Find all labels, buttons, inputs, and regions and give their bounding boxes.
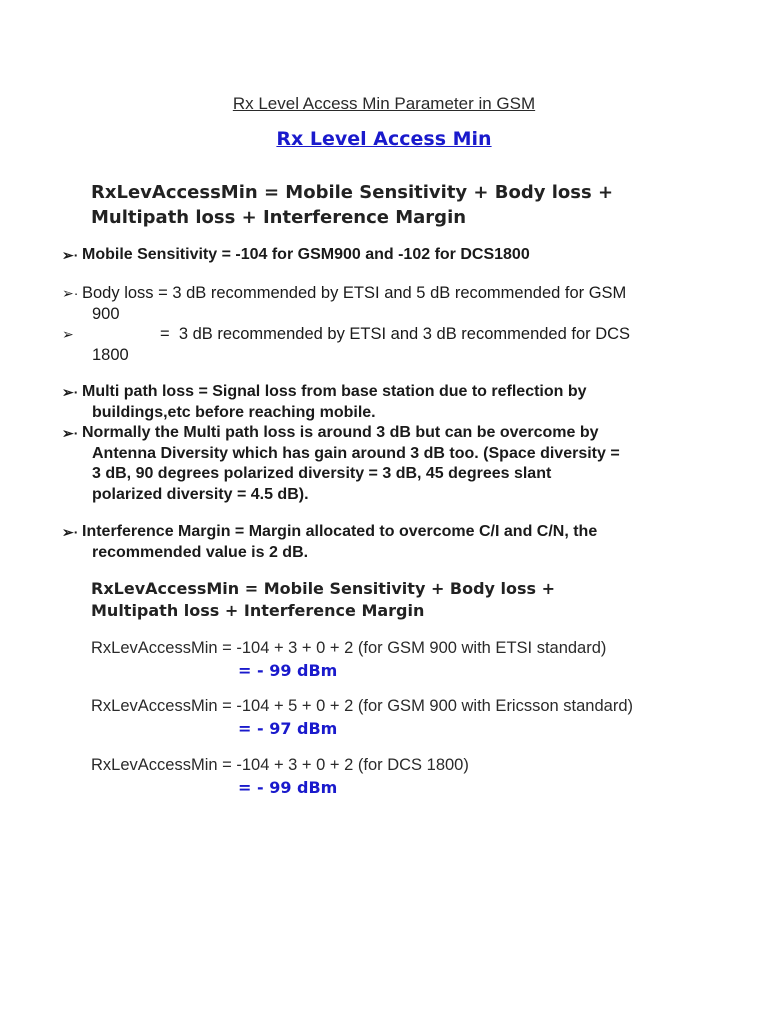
result-dcs: = - 99 dBm <box>238 778 338 797</box>
bullet-line: 900 <box>92 304 120 323</box>
arrow-bullet-icon: ➢· <box>62 384 79 400</box>
bullet-line: Normally the Multi path loss is around 3 dB but can be overcome by <box>82 424 599 441</box>
calculation-gsm-ericsson: RxLevAccessMin = -104 + 5 + 0 + 2 (for GSM 900 with Ericsson standard) <box>91 697 633 715</box>
main-formula <box>91 180 731 230</box>
bullet-text <box>82 283 742 324</box>
result-gsm-ericsson: = - 97 dBm <box>238 719 338 738</box>
page-title: Rx Level Access Min Parameter in GSM <box>232 94 536 113</box>
bullet-line: polarized diversity = 4.5 dB). <box>92 485 309 503</box>
bullet-line: 3 dB, 90 degrees polarized diversity = 3 dB, 45 degrees slant <box>92 465 552 482</box>
bullet-line: 1800 <box>92 345 129 364</box>
bullet-body-loss-etsi-gsm <box>62 283 742 324</box>
arrow-bullet-icon: ➢· <box>62 425 79 441</box>
bullet-line: Antenna Diversity which has gain around 3 dB too. (Space diversity = <box>92 444 620 462</box>
bullet-text <box>82 423 742 505</box>
bullet-body-loss-etsi-dcs <box>62 324 742 365</box>
calculation-dcs: RxLevAccessMin = -104 + 3 + 0 + 2 (for DCS 1800) <box>91 756 469 774</box>
bullet-text: Mobile Sensitivity = -104 for GSM900 and -102 for DCS1800 <box>82 246 530 263</box>
arrow-bullet-icon: ➢· <box>62 247 79 263</box>
formula-line-2: Multipath loss + Interference Margin <box>91 601 425 620</box>
bullet-line: Interference Margin = Margin allocated to overcome C/I and C/N, the <box>82 523 598 540</box>
bullet-text <box>82 522 742 563</box>
formula-line-1: RxLevAccessMin = Mobile Sensitivity + Body loss + <box>91 579 556 598</box>
bullet-mobile-sensitivity <box>62 245 742 266</box>
arrow-bullet-icon: ➢· <box>62 524 79 540</box>
bullet-line: Body loss = 3 dB recommended by ETSI and 5 dB recommended for GSM <box>82 284 627 302</box>
repeat-formula <box>91 578 731 622</box>
bullet-antenna-diversity <box>62 423 742 505</box>
arrow-bullet-icon: ➢· <box>62 285 79 301</box>
result-gsm-etsi: = - 99 dBm <box>238 661 338 680</box>
bullet-text <box>82 382 742 423</box>
bullet-interference-margin <box>62 522 742 563</box>
bullet-equals: = <box>160 325 170 343</box>
bullet-line: recommended value is 2 dB. <box>92 543 309 561</box>
bullet-line: buildings,etc before reaching mobile. <box>92 403 376 421</box>
calculation-gsm-etsi: RxLevAccessMin = -104 + 3 + 0 + 2 (for GSM 900 with ETSI standard) <box>91 639 607 657</box>
arrow-bullet-icon: ➢ <box>62 326 74 342</box>
bullet-line: 3 dB recommended by ETSI and 3 dB recommended for DCS <box>178 325 631 343</box>
bullet-multipath-loss <box>62 382 742 423</box>
section-heading: Rx Level Access Min <box>276 128 492 150</box>
formula-line-2: Multipath loss + Interference Margin <box>91 207 467 228</box>
bullet-line: Multi path loss = Signal loss from base station due to reflection by <box>82 383 587 400</box>
bullet-text <box>82 324 742 365</box>
formula-line-1: RxLevAccessMin = Mobile Sensitivity + Body loss + <box>91 182 614 203</box>
